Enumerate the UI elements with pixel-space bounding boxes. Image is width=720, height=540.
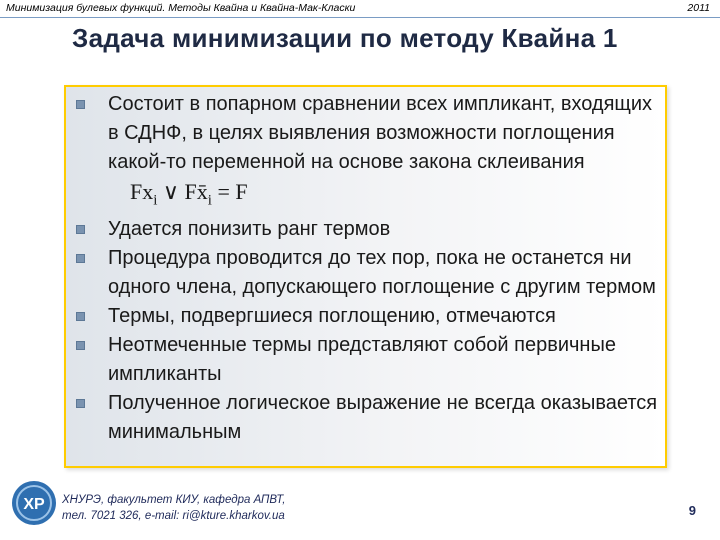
formula-term-2: Fx̄ [184,179,208,204]
bullet-text: Термы, подвергшиеся поглощению, отмечаются [108,305,556,328]
bullet-text: Удается понизить ранг термов [108,218,391,241]
header-divider [0,17,720,18]
bullet-text: Неотмеченные термы представляют собой первичные импликанты [108,334,616,386]
square-bullet-icon [76,312,85,321]
bullet-item [74,215,664,244]
formula-result: = F [217,179,248,204]
footer-line-1: ХНУРЭ, факультет КИУ, кафедра АПВТ, [62,494,286,506]
bullet-text: Процедура проводится до тех пор, пока не останется ни одного члена, допускающего поглощение с другим термом [108,247,656,299]
header-course-title: Минимизация булевых функций. Методы Квайна и Квайна-Мак-Класки [6,2,356,14]
bullet-item [74,302,664,331]
bullet-text: Состоит в попарном сравнении всех импликант, входящих в СДНФ, в целях выявления возможности поглощения какой-то переменной на основе закона склеивания [108,93,653,173]
university-logo-icon [10,479,58,527]
gluing-law-formula [130,177,248,215]
logo-text: ХР [23,496,45,513]
square-bullet-icon [76,225,85,234]
bullet-list [74,90,664,447]
square-bullet-icon [76,254,85,263]
bullet-item [74,244,664,302]
page-number: 9 [688,503,696,518]
page-title: Задача минимизации по методу Квайна 1 [72,23,618,53]
square-bullet-icon [76,399,85,408]
square-bullet-icon [76,341,85,350]
formula-term-1: Fx [130,179,154,204]
bullet-item [74,389,664,447]
formula-subscript-2: i [207,192,212,209]
formula-or-operator: ∨ [162,179,180,204]
header-year: 2011 [687,2,710,14]
bullet-text: Полученное логическое выражение не всегда оказывается минимальным [108,392,658,444]
square-bullet-icon [76,100,85,109]
footer-contact [62,492,285,524]
bullet-item [74,331,664,389]
formula-subscript-1: i [153,192,158,209]
bullet-item [74,90,664,215]
footer-line-2: тел. 7021 326, e-mail: ri@kture.kharkov.ua [62,510,285,522]
